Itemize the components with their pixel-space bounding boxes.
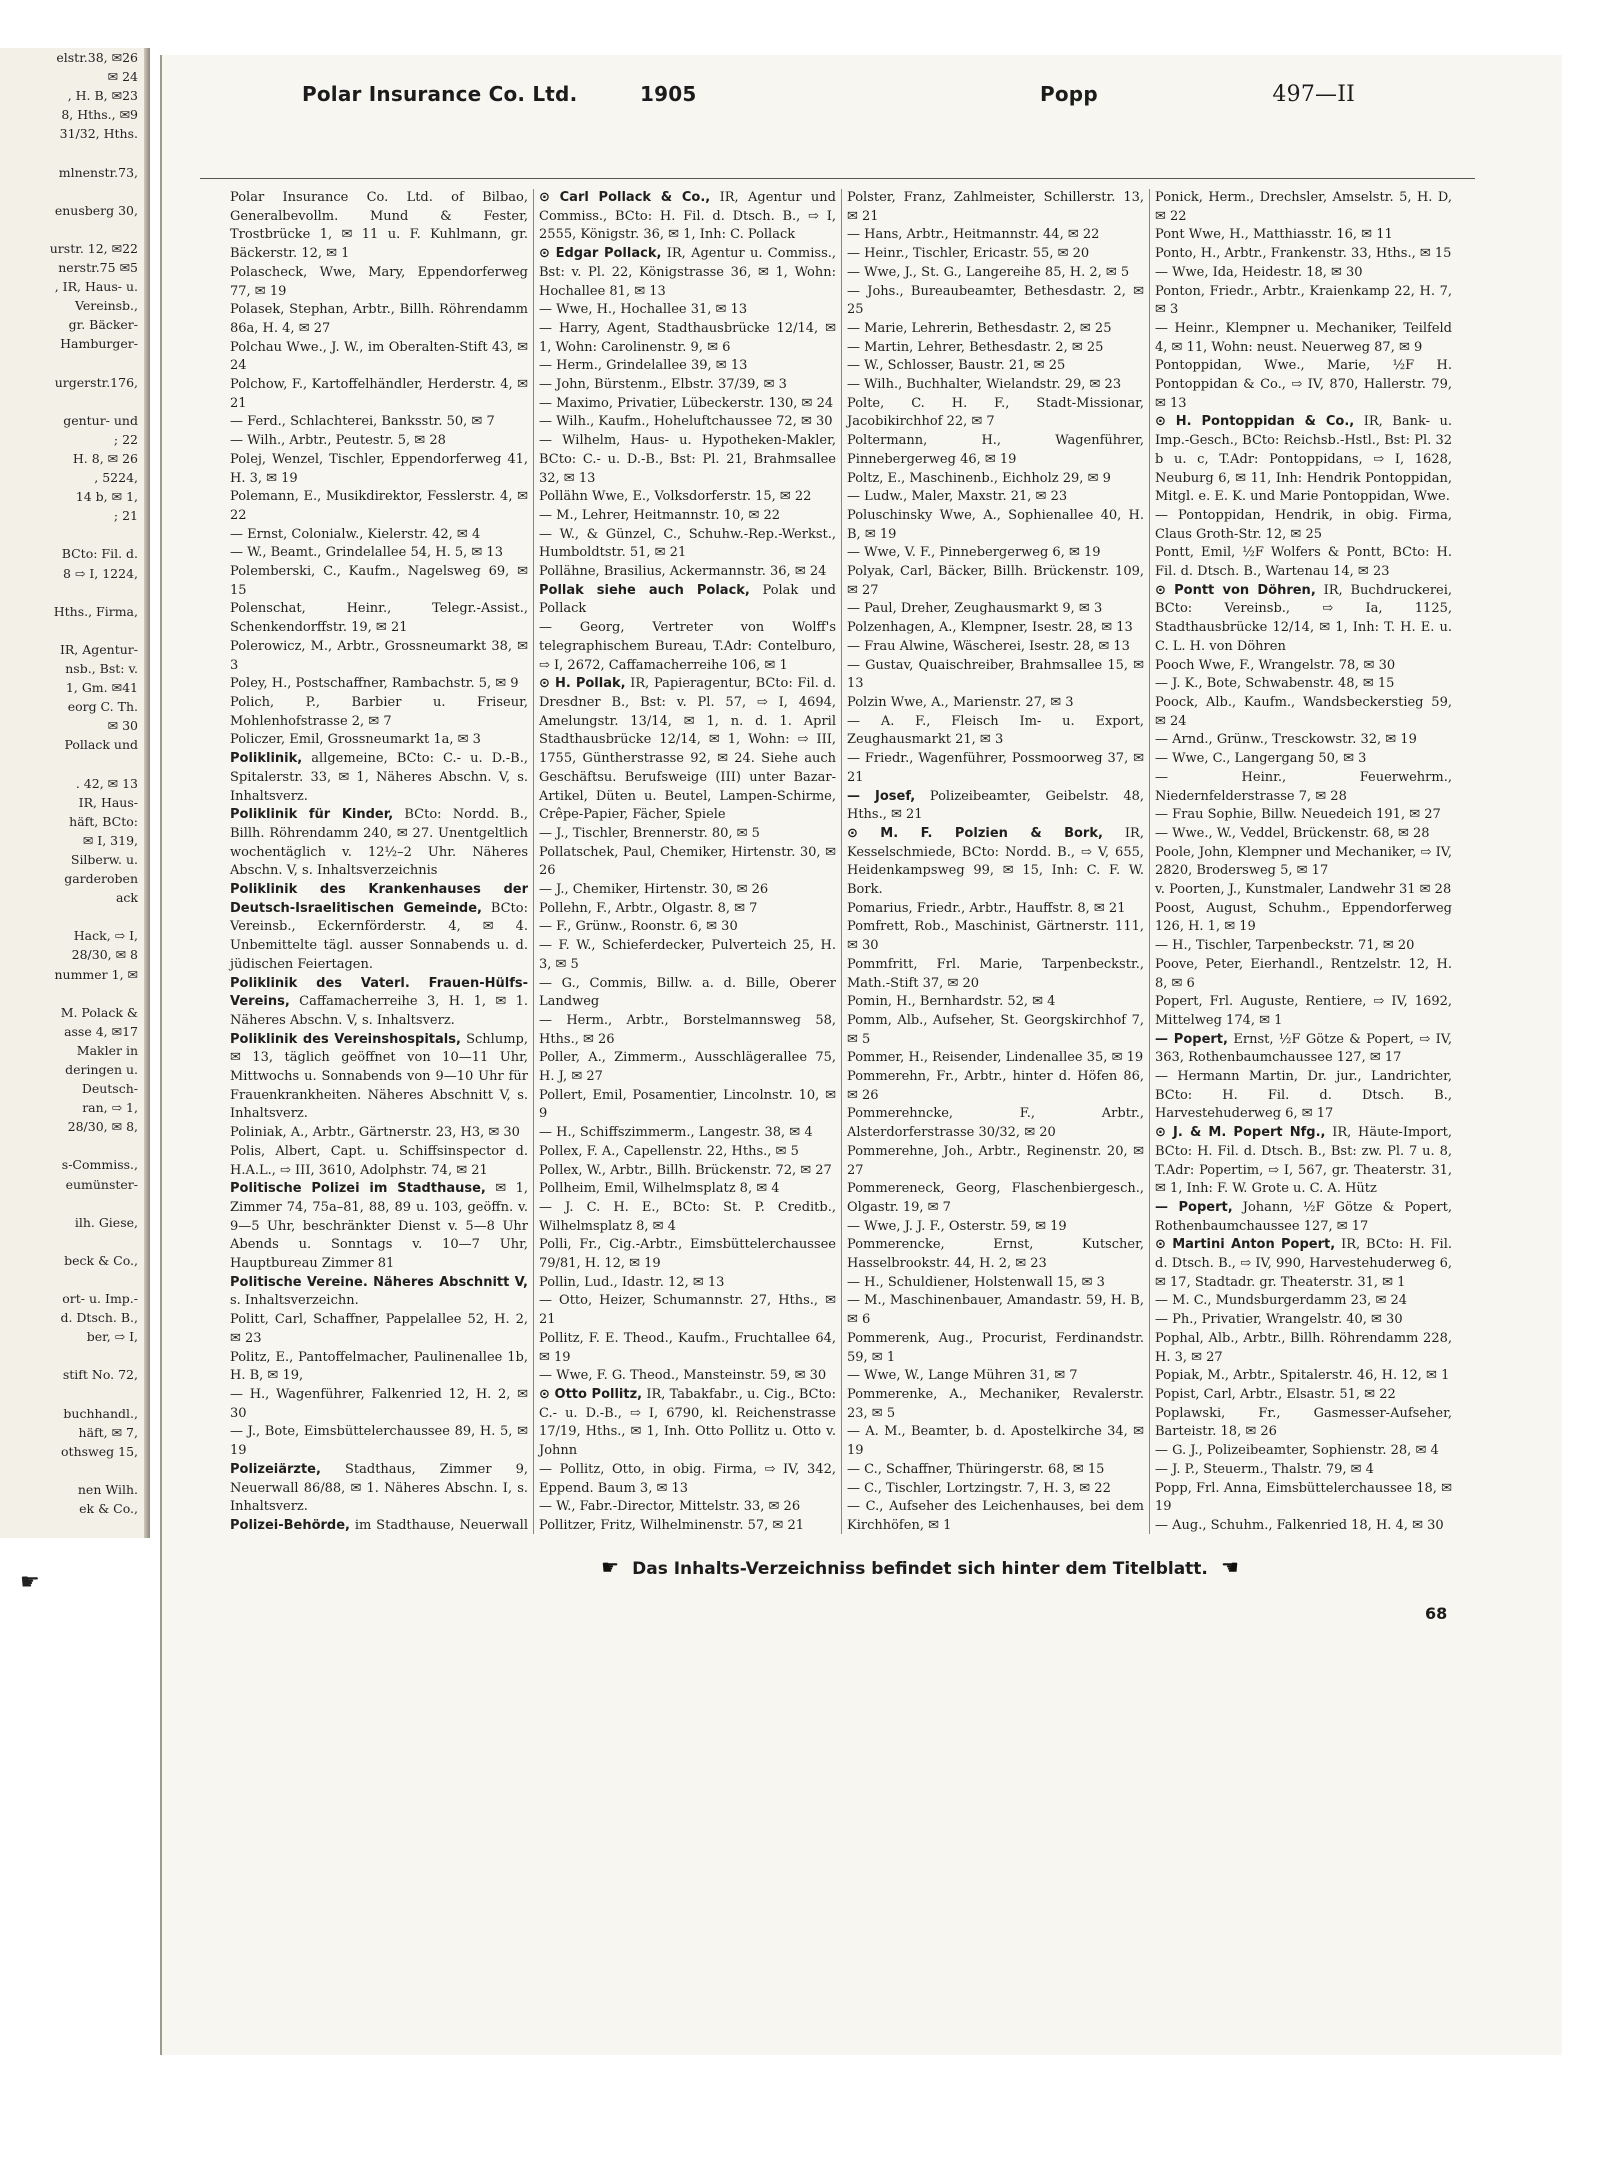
- margin-fragment: nummer 1, ✉: [54, 966, 138, 982]
- margin-fragment: nsb., Bst: v.: [65, 661, 138, 676]
- directory-entry: — G., Commis, Billw. a. d. Bille, Oberer Landweg: [539, 975, 836, 1010]
- directory-entry: Poliklinik, allgemeine, BCto: C.- u. D.-B., Spitalerstr. 33, ✉ 1, Näheres Abschn. V, s. Inhaltsverz.: [230, 751, 528, 804]
- margin-fragment: gentur- und: [63, 412, 138, 428]
- directory-entry: — Hermann Martin, Dr. jur., Landrichter, BCto: H. Fil. d. Dtsch. B., Harvestehuderweg 6, ✉ 17: [1155, 1069, 1452, 1122]
- directory-entry: — Frau Alwine, Wäscherei, Isestr. 28, ✉ 13: [847, 638, 1130, 654]
- directory-entry: — Ludw., Maler, Maxstr. 21, ✉ 23: [847, 489, 1068, 505]
- directory-entry: Polster, Franz, Zahlmeister, Schillerstr. 13, ✉ 21: [847, 190, 1144, 224]
- column-4: [1149, 189, 1457, 1534]
- directory-entry: Pommerehne, Joh., Arbtr., Reginenstr. 20, ✉ 27: [847, 1143, 1144, 1178]
- directory-entry: ⊙ H. Pollak, IR, Papieragentur, BCto: Fil. d. Dresdner B., Bst: v. Pl. 57, ⇨ I, 4694, Amelungstr. 13/14, ✉ 1, n. d. 1. April Stadthausbrücke 12/14, ✉ 1, Wohn: ⇨ III, 1755, Güntherstrasse 92, ✉ 24. Siehe auch Geschäftsu. Berufsweige (III) unter Bazar-Artikel, Düten u. Beutel, Lampen-Schirme, Crêpe-Papier, Fächer, Spiele: [539, 676, 836, 823]
- margin-fragment: Pollack und: [64, 737, 138, 753]
- directory-entry: — Wilhelm, Haus- u. Hypotheken-Makler, BCto: C.- u. D.-B., Bst: Pl. 21, Brahmsallee 32, ✉ 13: [539, 433, 836, 486]
- directory-entry: — H., Wagenführer, Falkenried 12, H. 2, ✉ 30: [230, 1387, 528, 1421]
- directory-entry: Pollähne, Brasilius, Ackermannstr. 36, ✉ 24: [539, 564, 827, 580]
- directory-entry: ⊙ Otto Pollitz, IR, Tabakfabr., u. Cig., BCto: C.- u. D.-B., ⇨ I, 6790, kl. Reichenstrasse 17/19, Hths., ✉ 1, Inh. Otto Pollitz u. Otto v. Johnn: [539, 1387, 836, 1459]
- directory-entry: Popert, Frl. Auguste, Rentiere, ⇨ IV, 1692, Mittelweg 174, ✉ 1: [1155, 994, 1452, 1028]
- directory-entry: Pollheim, Emil, Wilhelmsplatz 8, ✉ 4: [539, 1181, 780, 1197]
- margin-fragment: [0, 182, 150, 201]
- margin-fragment: [0, 1194, 150, 1213]
- directory-entry: — Wwe, V. F., Pinnebergerweg 6, ✉ 19: [847, 545, 1101, 561]
- directory-entry: Politz, E., Pantoffelmacher, Paulinenallee 1b, H. B, ✉ 19,: [230, 1349, 528, 1384]
- directory-entry: ⊙ J. & M. Popert Nfg., IR, Häute-Import, BCto: H. Fil. d. Dtsch. B., Bst: zw. Pl. 7 u. 8, T.Adr: Popertim, ⇨ I, 567, gr. Theaterstr. 31, ✉ 1, Inh: F. W. Grote u. C. A. Hütz: [1155, 1125, 1452, 1197]
- directory-entry: — Aug., Schuhm., Falkenried 18, H. 4, ✉ 30: [1155, 1517, 1444, 1533]
- previous-page-text-fragments: [0, 48, 150, 1538]
- column-3: [841, 189, 1149, 1534]
- directory-entry: Polizeiärzte, Stadthaus, Zimmer 9, Neuerwall 86/88, ✉ 1. Näheres Abschn. I, s. Inhaltsverz.: [230, 1461, 528, 1515]
- directory-entry: — W., Schlosser, Baustr. 21, ✉ 25: [847, 358, 1066, 374]
- directory-entry: Poost, August, Schuhm., Eppendorferweg 126, H. 1, ✉ 19: [1155, 900, 1452, 935]
- directory-entry: — Friedr., Wagenführer, Possmoorweg 37, ✉ 21: [847, 751, 1144, 785]
- directory-entry: Pollak siehe auch Polack, Polak und Pollack: [539, 582, 836, 617]
- directory-entry: Polyak, Carl, Bäcker, Billh. Brückenstr. 109, ✉ 27: [847, 564, 1144, 598]
- directory-entry: Poliklinik des Krankenhauses der Deutsch-Israelitischen Gemeinde, BCto: Vereinsb., Eckernförderstr. 4, ✉ 4. Unbemittelte tägl. ausser Sonnabends u. d. jüdischen Feiertagen.: [230, 882, 528, 972]
- margin-fragment: [0, 143, 150, 162]
- directory-entry: — Wwe, F. G. Theod., Mansteinstr. 59, ✉ 30: [539, 1368, 827, 1384]
- directory-entry: Polich, P., Barbier u. Friseur, Mohlenhofstrasse 2, ✉ 7: [230, 694, 528, 729]
- directory-entry: — Wwe, Ida, Heidestr. 18, ✉ 30: [1155, 264, 1363, 280]
- margin-fragment: [0, 354, 150, 373]
- margin-fragment: M. Polack &: [60, 1004, 138, 1020]
- margin-fragment: H. 8, ✉ 26: [72, 450, 138, 466]
- margin-fragment: Deutsch-: [81, 1081, 138, 1097]
- directory-entry: Poltermann, H., Wagenführer, Pinnebergerweg 46, ✉ 19: [847, 433, 1144, 467]
- margin-fragment: ✉ I, 319,: [82, 832, 138, 848]
- directory-entry: Pomfrett, Rob., Maschinist, Gärtnerstr. 111, ✉ 30: [847, 919, 1144, 954]
- directory-entry: Polerowicz, M., Arbtr., Grossneumarkt 38, ✉ 3: [230, 638, 528, 673]
- margin-fragment: [0, 525, 150, 544]
- margin-fragment: Silberw. u.: [70, 851, 138, 867]
- margin-fragment: [0, 1136, 150, 1155]
- directory-entry: Popiak, M., Arbtr., Spitalerstr. 46, H. 12, ✉ 1: [1155, 1368, 1450, 1384]
- directory-entry: — J. K., Bote, Schwabenstr. 48, ✉ 15: [1155, 676, 1395, 692]
- margin-fragment: Vereinsb.,: [74, 298, 138, 314]
- margin-fragment: 8, Hths., ✉9: [61, 107, 138, 123]
- directory-entry: Pollehn, F., Arbtr., Olgastr. 8, ✉ 7: [539, 900, 758, 916]
- directory-entry: — Georg, Vertreter von Wolff's telegraphischem Bureau, T.Adr: Contelburo, ⇨ I, 2672, Caffamacherreihe 106, ✉ 1: [539, 620, 836, 673]
- directory-entry: Polasek, Stephan, Arbtr., Billh. Röhrendamm 86a, H. 4, ✉ 27: [230, 302, 528, 336]
- margin-fragment: 1, Gm. ✉41: [65, 680, 138, 696]
- margin-fragment: [0, 754, 150, 773]
- margin-fragment: [0, 907, 150, 926]
- directory-entry: — Popert, Johann, ½F Götze & Popert, Rothenbaumchaussee 127, ✉ 17: [1155, 1199, 1452, 1234]
- directory-entry: v. Poorten, J., Kunstmaler, Landwehr 31 ✉ 28: [1155, 882, 1452, 898]
- margin-fragment: [0, 1537, 150, 1538]
- directory-entry: ⊙ Martini Anton Popert, IR, BCto: H. Fil. d. Dtsch. B., ⇨ IV, 990, Harvestehuderweg 6, ✉ 17, Stadtadr. gr. Theaterstr. 31, ✉ 1: [1155, 1237, 1452, 1290]
- directory-entry: — Paul, Dreher, Zeughausmarkt 9, ✉ 3: [847, 601, 1103, 617]
- margin-fragment: beck & Co.,: [64, 1252, 138, 1268]
- directory-entry: Polchau Wwe., J. W., im Oberalten-Stift 43, ✉ 24: [230, 339, 528, 374]
- directory-entry: Politische Polizei im Stadthause, ✉ 1, Zimmer 74, 75a–81, 88, 89 u. 103, geöffn. v. 9—5 Uhr, beschränkter Dienst v. 5—8 Uhr Abends u. Sonntags v. 10—7 Uhr, Hauptbureau Zimmer 81: [230, 1181, 528, 1272]
- margin-fragment: 28/30, ✉ 8,: [67, 1119, 138, 1135]
- directory-entry: — Frau Sophie, Billw. Neuedeich 191, ✉ 27: [1155, 807, 1441, 823]
- margin-fragment: Hack, ⇨ I,: [73, 928, 138, 944]
- page-header: [40, 82, 1355, 116]
- directory-entry: — M. C., Mundsburgerdamm 23, ✉ 24: [1155, 1293, 1408, 1309]
- margin-fragment: ack: [115, 890, 138, 906]
- directory-entry: — Wilh., Arbtr., Peutestr. 5, ✉ 28: [230, 433, 446, 449]
- header-page-number: 497—II: [1272, 82, 1355, 107]
- footer-text: Das Inhalts-Verzeichniss befindet sich hinter dem Titelblatt.: [632, 1559, 1208, 1579]
- directory-entry: Pophal, Alb., Arbtr., Billh. Röhrendamm 228, H. 3, ✉ 27: [1155, 1330, 1452, 1365]
- margin-fragment: 31/32, Hths.: [59, 126, 138, 142]
- margin-fragment: BCto: Fil. d.: [61, 546, 138, 562]
- directory-entry: Polchow, F., Kartoffelhändler, Herderstr. 4, ✉ 21: [230, 377, 528, 411]
- margin-fragment: eorg C. Th.: [67, 699, 138, 715]
- directory-entry: — J., Bote, Eimsbüttelerchaussee 89, H. 5, ✉ 19: [230, 1424, 528, 1459]
- margin-fragment: [0, 1270, 150, 1289]
- pointing-hand-right-icon: ☛: [601, 1555, 620, 1579]
- directory-entry: ⊙ H. Pontoppidan & Co., IR, Bank- u. Imp.-Gesch., BCto: Reichsb.-Hstl., Bst: Pl. 32 b u. c, T.Adr: Pontoppidans, ⇨ I, 1628, Neuburg 6, ✉ 11, Inh: Hendrik Pontoppidan, Mitgl. e. E. K. und Marie Pontoppidan, Wwe.: [1155, 414, 1452, 505]
- directory-columns: [225, 189, 1475, 1534]
- bottom-page-number: 68: [1425, 1604, 1448, 1623]
- directory-entry: Pommereneck, Georg, Flaschenbiergesch., Olgastr. 19, ✉ 7: [847, 1181, 1144, 1215]
- directory-entry: — W., & Günzel, C., Schuhw.-Rep.-Werkst., Humboldtstr. 51, ✉ 21: [539, 526, 836, 561]
- directory-entry: ⊙ Edgar Pollack, IR, Agentur u. Commiss., Bst: v. Pl. 22, Königstrasse 36, ✉ 1, Wohn: Hochallee 81, ✉ 13: [539, 246, 836, 299]
- directory-entry: Pooch Wwe, F., Wrangelstr. 78, ✉ 30: [1155, 657, 1396, 673]
- margin-fragment: stift No. 72,: [62, 1367, 138, 1383]
- margin-fragment: IR, Haus-: [78, 794, 138, 810]
- directory-entry: Pollitzer, Fritz, Wilhelminenstr. 57, ✉ 21: [539, 1517, 804, 1533]
- margin-fragment: elstr.38, ✉26: [56, 50, 138, 65]
- directory-entry: — W., Fabr.-Director, Mittelstr. 33, ✉ 26: [539, 1499, 801, 1515]
- directory-entry: Polte, C. H. F., Stadt-Missionar, Jacobikirchhof 22, ✉ 7: [847, 395, 1144, 430]
- directory-entry: — Herm., Arbtr., Borstelmannsweg 58, Hths., ✉ 26: [539, 1012, 836, 1047]
- directory-entry: — Pontoppidan, Hendrik, in obig. Firma, Claus Groth-Str. 12, ✉ 25: [1155, 507, 1452, 542]
- directory-entry: Poole, John, Klempner und Mechaniker, ⇨ IV, 2820, Brodersweg 5, ✉ 17: [1155, 844, 1452, 879]
- directory-entry: Pontoppidan, Wwe., Marie, ½F H. Pontoppidan & Co., ⇨ IV, 870, Hallerstr. 79, ✉ 13: [1155, 358, 1452, 411]
- margin-fragment: 14 b, ✉ 1,: [75, 489, 138, 505]
- directory-entry: Poliniak, A., Arbtr., Gärtnerstr. 23, H3, ✉ 30: [230, 1125, 520, 1141]
- directory-entry: — Josef, Polizeibeamter, Geibelstr. 48, Hths., ✉ 21: [847, 788, 1144, 823]
- directory-entry: Politische Vereine. Näheres Abschnitt V, s. Inhaltsverzeichn.: [230, 1274, 528, 1309]
- directory-entry: ⊙ M. F. Polzien & Bork, IR, Kesselschmiede, BCto: Nordd. B., ⇨ V, 655, Heidenkampsweg 99, ✉ 15, Inh: C. F. W. Bork.: [847, 825, 1144, 898]
- margin-fragment: ; 22: [113, 431, 138, 447]
- directory-entry: — Marie, Lehrerin, Bethesdastr. 2, ✉ 25: [847, 320, 1112, 336]
- margin-fragment: ilh. Giese,: [74, 1214, 138, 1230]
- directory-entry: — A. M., Beamter, b. d. Apostelkirche 34, ✉ 19: [847, 1424, 1144, 1459]
- margin-fragment: ber, ⇨ I,: [86, 1329, 138, 1345]
- margin-fragment: s-Commiss.,: [61, 1157, 138, 1173]
- directory-entry: — F., Grünw., Roonstr. 6, ✉ 30: [539, 919, 738, 935]
- directory-entry: — Pollitz, Otto, in obig. Firma, ⇨ IV, 342, Eppend. Baum 3, ✉ 13: [539, 1461, 836, 1496]
- directory-entry: — Arnd., Grünw., Tresckowstr. 32, ✉ 19: [1155, 732, 1417, 748]
- margin-fragment: garderoben: [64, 871, 138, 887]
- margin-fragment: häft, BCto:: [69, 813, 138, 829]
- directory-entry: — Johs., Bureaubeamter, Bethesdastr. 2, ✉ 25: [847, 283, 1144, 318]
- directory-entry: — John, Bürstenm., Elbstr. 37/39, ✉ 3: [539, 377, 787, 393]
- directory-entry: Poliklinik des Vaterl. Frauen-Hülfs-Vereins, Caffamacherreihe 3, H. 1, ✉ 1. Näheres Abschn. V, s. Inhaltsverz.: [230, 975, 528, 1028]
- margin-fragment: ✉ 30: [107, 718, 138, 734]
- directory-entry: Polar Insurance Co. Ltd. of Bilbao, Generalbevollm. Mund & Fester, Trostbrücke 1, ✉ 11 u. F. Kuhlmann, gr. Bäckerstr. 12, ✉ 1: [230, 190, 528, 262]
- directory-entry: Poltz, E., Maschinenb., Eichholz 29, ✉ 9: [847, 470, 1111, 486]
- directory-entry: Policzer, Emil, Grossneumarkt 1a, ✉ 3: [230, 732, 481, 748]
- directory-entry: Poock, Alb., Kaufm., Wandsbeckerstieg 59, ✉ 24: [1155, 694, 1452, 729]
- margin-fragment: gr. Bäcker-: [68, 317, 138, 333]
- margin-fragment: enusberg 30,: [54, 202, 138, 218]
- margin-fragment: deringen u.: [65, 1061, 138, 1077]
- directory-entry: ⊙ Carl Pollack & Co., IR, Agentur und Commiss., BCto: H. Fil. d. Dtsch. B., ⇨ I, 2555, Königstr. 36, ✉ 1, Inh: C. Pollack: [539, 190, 836, 243]
- directory-entry: Politt, Carl, Schaffner, Pappelallee 52, H. 2, ✉ 23: [230, 1312, 528, 1346]
- directory-entry: — Wwe, J. J. F., Osterstr. 59, ✉ 19: [847, 1218, 1067, 1234]
- directory-entry: Ponto, H., Arbtr., Frankenstr. 33, Hths., ✉ 15: [1155, 246, 1452, 262]
- directory-entry: — C., Schaffner, Thüringerstr. 68, ✉ 15: [847, 1461, 1105, 1477]
- directory-entry: — M., Lehrer, Heitmannstr. 10, ✉ 22: [539, 507, 781, 523]
- margin-fragment: Makler in: [76, 1042, 138, 1058]
- margin-fragment: ort- u. Imp.-: [62, 1291, 138, 1307]
- directory-entry: Pommerenke, A., Mechaniker, Revalerstr. 23, ✉ 5: [847, 1387, 1144, 1421]
- header-rule: [200, 178, 1475, 179]
- directory-entry: — Ferd., Schlachterei, Banksstr. 50, ✉ 7: [230, 414, 495, 430]
- directory-entry: — Herm., Grindelallee 39, ✉ 13: [539, 358, 748, 374]
- margin-fragment: [0, 1346, 150, 1365]
- directory-entry: ⊙ Pontt von Döhren, IR, Buchdruckerei, BCto: Vereinsb., ⇨ Ia, 1125, Stadthausbrücke 12/14, ✉ 1, Inh: T. H. E. u. C. L. H. von Döhren: [1155, 582, 1453, 654]
- margin-fragment: ran, ⇨ 1,: [82, 1100, 138, 1116]
- margin-fragment: [0, 1461, 150, 1480]
- directory-entry: Pollitz, F. E. Theod., Kaufm., Fruchtallee 64, ✉ 19: [539, 1330, 836, 1365]
- margin-fragment: d. Dtsch. B.,: [60, 1310, 138, 1326]
- directory-entry: — Gustav, Quaischreiber, Brahmsallee 15, ✉ 13: [847, 657, 1144, 692]
- directory-entry: — H., Schiffszimmerm., Langestr. 38, ✉ 4: [539, 1125, 813, 1141]
- directory-entry: — C., Tischler, Lortzingstr. 7, H. 3, ✉ 22: [847, 1480, 1111, 1496]
- directory-entry: Polis, Albert, Capt. u. Schiffsinspector d. H.A.L., ⇨ III, 3610, Adolphstr. 74, ✉ 21: [230, 1143, 528, 1178]
- page-fold-shadow: [144, 48, 150, 1538]
- directory-entry: Pommerenk, Aug., Procurist, Ferdinandstr. 59, ✉ 1: [847, 1330, 1144, 1365]
- header-last-entry: Popp: [1040, 82, 1098, 106]
- directory-entry: — M., Maschinenbauer, Amandastr. 59, H. B, ✉ 6: [847, 1293, 1144, 1328]
- margin-fragment: Hths., Firma,: [53, 603, 138, 619]
- directory-entry: — J., Tischler, Brennerstr. 80, ✉ 5: [539, 825, 760, 841]
- margin-fragment: häft, ✉ 7,: [78, 1424, 138, 1440]
- directory-entry: — Wilh., Buchhalter, Wielandstr. 29, ✉ 23: [847, 377, 1122, 393]
- margin-fragment: IR, Agentur-: [59, 641, 138, 657]
- margin-fragment: urstr. 12, ✉22: [49, 240, 138, 256]
- directory-entry: — Heinr., Feuerwehrm., Niedernfelderstrasse 7, ✉ 28: [1155, 769, 1452, 804]
- margin-fragment: ek & Co.,: [79, 1501, 138, 1517]
- margin-fragment: 28/30, ✉ 8: [71, 947, 138, 963]
- directory-entry: — Ph., Privatier, Wrangelstr. 40, ✉ 30: [1155, 1312, 1403, 1328]
- directory-entry: — Wwe, C., Langergang 50, ✉ 3: [1155, 751, 1367, 767]
- directory-entry: — F. W., Schieferdecker, Pulverteich 25, H. 3, ✉ 5: [539, 938, 836, 972]
- directory-entry: Pomin, H., Bernhardstr. 52, ✉ 4: [847, 994, 1056, 1010]
- directory-entry: Ponick, Herm., Drechsler, Amselstr. 5, H. D, ✉ 22: [1155, 190, 1452, 224]
- directory-entry: — Wwe., W., Veddel, Brückenstr. 68, ✉ 28: [1155, 825, 1430, 841]
- directory-entry: — Wwe, W., Lange Mühren 31, ✉ 7: [847, 1368, 1078, 1384]
- directory-entry: Pommerencke, Ernst, Kutscher, Hasselbrookstr. 44, H. 2, ✉ 23: [847, 1237, 1144, 1272]
- directory-entry: Polizei-Behörde, im Stadthause, Neuerwall: [230, 1517, 528, 1533]
- directory-entry: — Wwe, J., St. G., Langereihe 85, H. 2, ✉ 5: [847, 264, 1130, 280]
- directory-entry: — H., Tischler, Tarpenbeckstr. 71, ✉ 20: [1155, 938, 1415, 954]
- directory-entry: Ponton, Friedr., Arbtr., Kraienkamp 22, H. 7, ✉ 3: [1155, 283, 1452, 318]
- directory-entry: Polascheck, Wwe, Mary, Eppendorferweg 77, ✉ 19: [230, 264, 528, 299]
- margin-fragment: mlnenstr.73,: [58, 164, 138, 180]
- directory-entry: — Wilh., Kaufm., Hoheluftchaussee 72, ✉ 30: [539, 414, 833, 430]
- column-2: [533, 189, 841, 1534]
- directory-entry: Poley, H., Postschaffner, Rambachstr. 5, ✉ 9: [230, 676, 519, 692]
- directory-entry: Polej, Wenzel, Tischler, Eppendorferweg 41, H. 3, ✉ 19: [230, 451, 528, 486]
- directory-entry: Pollert, Emil, Posamentier, Lincolnstr. 10, ✉ 9: [539, 1087, 836, 1122]
- directory-entry: — Otto, Heizer, Schumannstr. 27, Hths., ✉ 21: [539, 1293, 836, 1328]
- footer-notice: [470, 1555, 1370, 1583]
- directory-entry: Polzin Wwe, A., Marienstr. 27, ✉ 3: [847, 694, 1074, 710]
- margin-fragment: nerstr.75 ✉5: [58, 260, 138, 276]
- directory-entry: Pomm, Alb., Aufseher, St. Georgskirchhof 7, ✉ 5: [847, 1012, 1144, 1047]
- directory-entry: Polenschat, Heinr., Telegr.-Assist., Schenkendorffstr. 19, ✉ 21: [230, 601, 528, 636]
- directory-entry: Poplawski, Fr., Gasmesser-Aufseher, Barteistr. 18, ✉ 26: [1155, 1405, 1452, 1440]
- directory-entry: — Popert, Ernst, ½F Götze & Popert, ⇨ IV, 363, Rothenbaumchaussee 127, ✉ 17: [1155, 1031, 1453, 1066]
- margin-fragment: , 5224,: [94, 470, 138, 486]
- margin-fragment: [0, 1385, 150, 1404]
- margin-fragment: , H. B, ✉23: [67, 88, 138, 104]
- directory-entry: — G. J., Polizeibeamter, Sophienstr. 28, ✉ 4: [1155, 1443, 1439, 1459]
- directory-entry: — Maximo, Privatier, Lübeckerstr. 130, ✉ 24: [539, 395, 834, 411]
- directory-entry: — Hans, Arbtr., Heitmannstr. 44, ✉ 22: [847, 227, 1100, 243]
- header-year: 1905: [640, 82, 697, 106]
- margin-fragment: 8 ⇨ I, 1224,: [62, 565, 138, 581]
- margin-fragment: nen Wilh.: [77, 1482, 138, 1498]
- directory-entry: Polemberski, C., Kaufm., Nagelsweg 69, ✉ 15: [230, 564, 528, 598]
- directory-entry: Polemann, E., Musikdirektor, Fesslerstr. 4, ✉ 22: [230, 489, 528, 523]
- margin-fragment: ; 21: [113, 508, 138, 524]
- directory-entry: Pommfritt, Frl. Marie, Tarpenbeckstr., Math.-Stift 37, ✉ 20: [847, 956, 1144, 991]
- directory-entry: Poliklinik des Vereinshospitals, Schlump, ✉ 13, täglich geöffnet von 10—11 Uhr, Mittwochs u. Sonnabends von 9—10 Uhr für Frauenkrankheiten. Näheres Abschnitt V, s. Inhaltsverz.: [230, 1031, 528, 1122]
- directory-entry: Pollex, F. A., Capellenstr. 22, Hths., ✉ 5: [539, 1143, 799, 1159]
- directory-entry: Poluschinsky Wwe, A., Sophienallee 40, H. B, ✉ 19: [847, 507, 1144, 542]
- directory-entry: Pommerehncke, F., Arbtr., Alsterdorferstrasse 30/32, ✉ 20: [847, 1106, 1144, 1141]
- directory-entry: Poliklinik für Kinder, BCto: Nordd. B., Billh. Röhrendamm 240, ✉ 27. Unentgeltlich wochentäglich v. 12½–2 Uhr. Näheres Abschn. V, s. Inhaltsverzeichnis: [230, 807, 528, 879]
- margin-hand-icon: ☛: [20, 1570, 40, 1595]
- directory-entry: Pommerehn, Fr., Arbtr., hinter d. Höfen 86, ✉ 26: [847, 1069, 1144, 1103]
- margin-fragment: ✉ 24: [107, 69, 138, 85]
- header-first-entry: Polar Insurance Co. Ltd.: [302, 82, 578, 106]
- margin-fragment: [0, 1232, 150, 1251]
- margin-fragment: urgerstr.176,: [54, 374, 138, 390]
- directory-entry: — Heinr., Klempner u. Mechaniker, Teilfeld 4, ✉ 11, Wohn: neust. Neuerweg 87, ✉ 9: [1155, 320, 1452, 355]
- margin-fragment: [0, 1518, 150, 1537]
- margin-fragment: othsweg 15,: [61, 1443, 138, 1459]
- directory-entry: Pollähn Wwe, E., Volksdorferstr. 15, ✉ 22: [539, 489, 812, 505]
- directory-entry: — Harry, Agent, Stadthausbrücke 12/14, ✉ 1, Wohn: Carolinenstr. 9, ✉ 6: [539, 320, 836, 355]
- pointing-hand-left-icon: ☚: [1220, 1555, 1239, 1579]
- directory-entry: — Wwe, H., Hochallee 31, ✉ 13: [539, 302, 748, 318]
- previous-page-margin: [0, 48, 150, 1538]
- directory-entry: Pollin, Lud., Idastr. 12, ✉ 13: [539, 1274, 725, 1290]
- margin-fragment: buchhandl.,: [63, 1405, 138, 1421]
- margin-fragment: , IR, Haus- u.: [54, 279, 138, 295]
- margin-fragment: [0, 621, 150, 640]
- margin-fragment: [0, 984, 150, 1003]
- margin-fragment: Hamburger-: [60, 336, 138, 352]
- margin-fragment: eumünster-: [65, 1176, 138, 1192]
- margin-fragment: [0, 392, 150, 411]
- directory-entry: — W., Beamt., Grindelallee 54, H. 5, ✉ 13: [230, 545, 503, 561]
- directory-entry: Poller, A., Zimmerm., Ausschlägerallee 75, H. J, ✉ 27: [539, 1050, 836, 1085]
- directory-entry: Pommer, H., Reisender, Lindenallee 35, ✉ 19: [847, 1050, 1144, 1066]
- directory-entry: — Ernst, Colonialw., Kielerstr. 42, ✉ 4: [230, 526, 481, 542]
- column-1: [225, 189, 533, 1534]
- directory-entry: — J., Chemiker, Hirtenstr. 30, ✉ 26: [539, 882, 769, 898]
- directory-entry: Pontt, Emil, ½F Wolfers & Pontt, BCto: H. Fil. d. Dtsch. B., Wartenau 14, ✉ 23: [1155, 545, 1452, 580]
- directory-entry: — A. F., Fleisch Im- u. Export, Zeughausmarkt 21, ✉ 3: [847, 713, 1144, 748]
- directory-entry: Polli, Fr., Cig.-Arbtr., Eimsbüttelerchaussee 79/81, H. 12, ✉ 19: [539, 1237, 836, 1272]
- directory-entry: — Heinr., Tischler, Ericastr. 55, ✉ 20: [847, 246, 1090, 262]
- directory-entry: — Martin, Lehrer, Bethesdastr. 2, ✉ 25: [847, 339, 1104, 355]
- directory-entry: Pomarius, Friedr., Arbtr., Hauffstr. 8, ✉ 21: [847, 900, 1126, 916]
- directory-entry: — H., Schuldiener, Holstenwall 15, ✉ 3: [847, 1274, 1105, 1290]
- directory-entry: — J. P., Steuerm., Thalstr. 79, ✉ 4: [1155, 1461, 1374, 1477]
- directory-entry: Poove, Peter, Eierhandl., Rentzelstr. 12, H. 8, ✉ 6: [1155, 956, 1452, 991]
- directory-entry: — J. C. H. E., BCto: St. P. Creditb., Wilhelmsplatz 8, ✉ 4: [539, 1199, 836, 1234]
- margin-fragment: [0, 220, 150, 239]
- directory-entry: Pollex, W., Arbtr., Billh. Brückenstr. 72, ✉ 27: [539, 1162, 832, 1178]
- directory-entry: Popp, Frl. Anna, Eimsbüttelerchaussee 18, ✉ 19: [1155, 1480, 1452, 1515]
- directory-entry: — C., Aufseher des Leichenhauses, bei dem Kirchhöfen, ✉ 1: [847, 1499, 1144, 1533]
- margin-fragment: . 42, ✉ 13: [75, 775, 138, 791]
- directory-entry: Pont Wwe, H., Matthiasstr. 16, ✉ 11: [1155, 227, 1393, 243]
- directory-entry: Pollatschek, Paul, Chemiker, Hirtenstr. 30, ✉ 26: [539, 844, 836, 879]
- margin-fragment: asse 4, ✉17: [64, 1023, 138, 1039]
- directory-entry: Polzenhagen, A., Klempner, Isestr. 28, ✉ 13: [847, 620, 1133, 636]
- margin-fragment: [0, 583, 150, 602]
- directory-entry: Popist, Carl, Arbtr., Elsastr. 51, ✉ 22: [1155, 1387, 1396, 1402]
